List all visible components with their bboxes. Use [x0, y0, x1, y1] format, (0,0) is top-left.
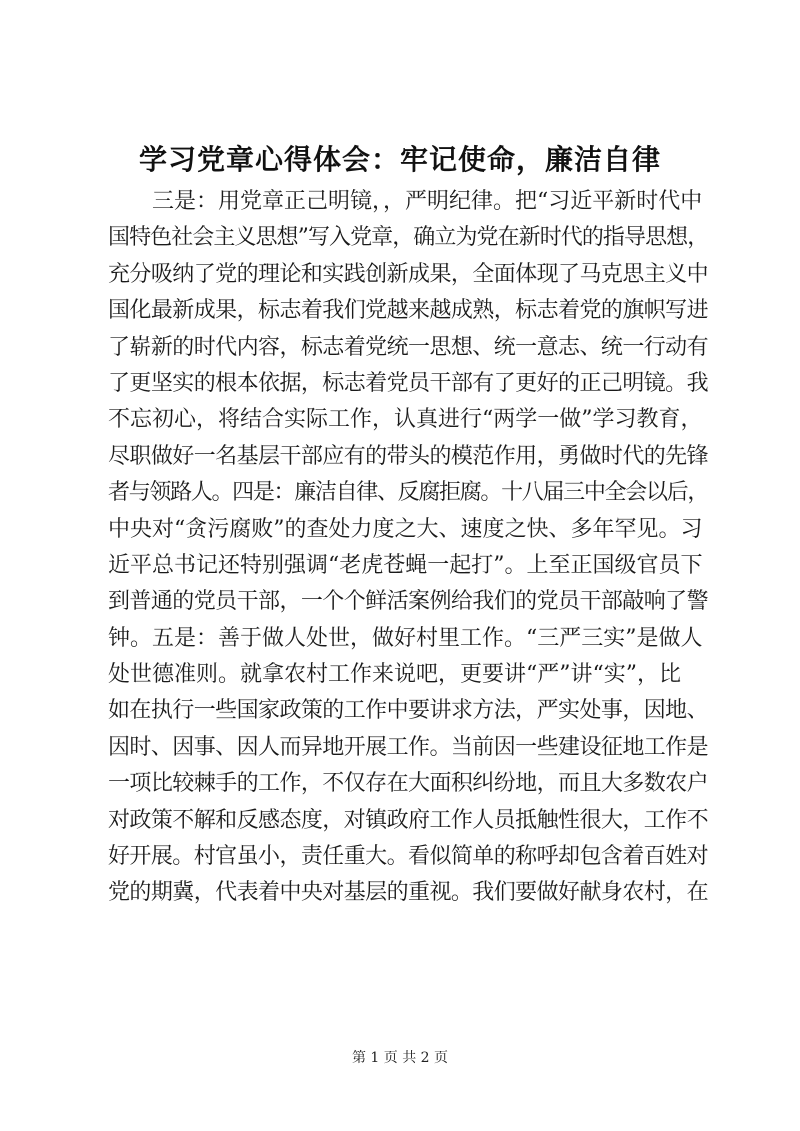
paragraph-line: 钟。五是：善于做人处世，做好村里工作。“三严三实”是做人	[108, 625, 703, 651]
page-footer: 第 1 页 共 2 页	[351, 1050, 449, 1066]
paragraph-line: 如在执行一些国家政策的工作中要讲求方法，严实处事，因地、	[108, 698, 708, 724]
paragraph-line: 尽职做好一名基层干部应有的带头的模范作用，勇做时代的先锋	[108, 443, 708, 469]
paragraph-line: 一项比较棘手的工作，不仅存在大面积纠纷地，而且大多数农户	[108, 771, 708, 797]
paragraph-line: 到普通的党员干部，一个个鲜活案例给我们的党员干部敲响了警	[108, 589, 708, 615]
paragraph-line: 三是：用党章正己明镜，，严明纪律。把“习近平新时代中	[108, 189, 703, 214]
document-title: 学习党章心得体会：牢记使命，廉洁自律	[138, 143, 661, 176]
paragraph-line: 处世德准则。就拿农村工作来说吧，更要讲“严”讲“实”，比	[108, 662, 681, 688]
paragraph-line: 中央对“贪污腐败”的查处力度之大、速度之快、多年罕见。习	[108, 516, 703, 542]
paragraph-line: 对政策不解和反感态度，对镇政府工作人员抵触性很大，工作不	[108, 807, 708, 833]
paragraph-line: 了更坚实的根本依据，标志着党员干部有了更好的正己明镜。我	[108, 370, 708, 396]
paragraph-line: 近平总书记还特别强调“老虎苍蝇一起打”。上至正国级官员下	[108, 552, 703, 578]
paragraph-line: 党的期冀，代表着中央对基层的重视。我们要做好献身农村，在	[108, 880, 708, 906]
paragraph-line: 充分吸纳了党的理论和实践创新成果，全面体现了马克思主义中	[108, 261, 708, 287]
paragraph-line: 国特色社会主义思想”写入党章，确立为党在新时代的指导思想，	[108, 225, 708, 251]
paragraph-line: 因时、因事、因人而异地开展工作。当前因一些建设征地工作是	[108, 734, 708, 760]
paragraph-line: 了崭新的时代内容，标志着党统一思想、统一意志、统一行动有	[108, 334, 708, 360]
paragraph-line: 者与领路人。四是：廉洁自律、反腐拒腐。十八届三中全会以后，	[108, 480, 708, 506]
paragraph-line: 国化最新成果，标志着我们党越来越成熟，标志着党的旗帜写进	[108, 298, 708, 324]
paragraph-line: 好开展。村官虽小，责任重大。看似简单的称呼却包含着百姓对	[108, 844, 708, 870]
document-body	[108, 184, 708, 912]
paragraph-line: 不忘初心，将结合实际工作，认真进行“两学一做”学习教育，	[108, 407, 703, 433]
